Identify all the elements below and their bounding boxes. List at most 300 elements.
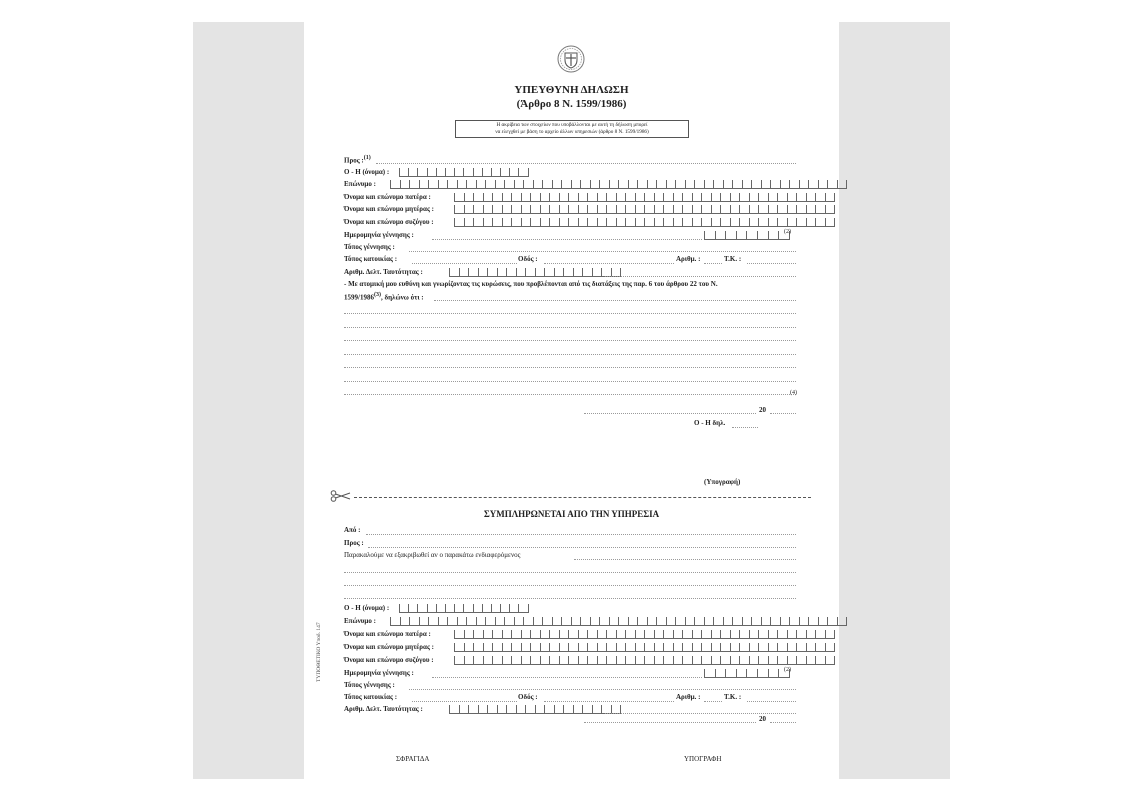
char-box[interactable] bbox=[768, 669, 779, 678]
char-box[interactable] bbox=[590, 180, 600, 189]
char-box[interactable] bbox=[746, 231, 757, 240]
char-box[interactable] bbox=[400, 180, 410, 189]
char-box[interactable] bbox=[457, 180, 467, 189]
char-box[interactable] bbox=[487, 268, 497, 277]
char-box[interactable] bbox=[491, 604, 500, 613]
char-box[interactable] bbox=[428, 180, 438, 189]
char-box[interactable] bbox=[561, 180, 571, 189]
service-birthdate-boxes[interactable] bbox=[704, 669, 790, 677]
char-box[interactable] bbox=[625, 643, 635, 652]
char-box[interactable] bbox=[635, 193, 645, 202]
char-box[interactable] bbox=[500, 168, 509, 177]
char-box[interactable] bbox=[787, 630, 797, 639]
char-box[interactable] bbox=[749, 643, 759, 652]
char-box[interactable] bbox=[720, 656, 730, 665]
char-box[interactable] bbox=[701, 656, 711, 665]
char-box[interactable] bbox=[511, 630, 521, 639]
service-name-boxes[interactable] bbox=[399, 604, 529, 612]
char-box[interactable] bbox=[625, 205, 635, 214]
char-box[interactable] bbox=[549, 205, 559, 214]
char-box[interactable] bbox=[454, 643, 464, 652]
name-boxes[interactable] bbox=[399, 168, 529, 176]
declaration-line[interactable] bbox=[344, 354, 796, 355]
service-father-boxes[interactable] bbox=[454, 630, 835, 638]
char-box[interactable] bbox=[518, 604, 528, 613]
char-box[interactable] bbox=[454, 630, 464, 639]
char-box[interactable] bbox=[692, 656, 702, 665]
char-box[interactable] bbox=[482, 168, 491, 177]
char-box[interactable] bbox=[625, 193, 635, 202]
char-box[interactable] bbox=[704, 617, 714, 626]
char-box[interactable] bbox=[606, 643, 616, 652]
char-box[interactable] bbox=[644, 643, 654, 652]
char-box[interactable] bbox=[799, 180, 809, 189]
char-box[interactable] bbox=[580, 180, 590, 189]
char-box[interactable] bbox=[606, 205, 616, 214]
char-box[interactable] bbox=[578, 193, 588, 202]
char-box[interactable] bbox=[568, 656, 578, 665]
declaration-line[interactable] bbox=[344, 340, 796, 341]
char-box[interactable] bbox=[739, 656, 749, 665]
char-box[interactable] bbox=[682, 643, 692, 652]
char-box[interactable] bbox=[559, 643, 569, 652]
char-box[interactable] bbox=[787, 193, 797, 202]
char-box[interactable] bbox=[654, 656, 664, 665]
char-box[interactable] bbox=[711, 205, 721, 214]
char-box[interactable] bbox=[815, 218, 825, 227]
char-box[interactable] bbox=[578, 656, 588, 665]
char-box[interactable] bbox=[777, 205, 787, 214]
char-box[interactable] bbox=[495, 617, 505, 626]
char-box[interactable] bbox=[504, 180, 514, 189]
char-box[interactable] bbox=[473, 656, 483, 665]
char-box[interactable] bbox=[768, 630, 778, 639]
char-box[interactable] bbox=[483, 656, 493, 665]
char-box[interactable] bbox=[723, 180, 733, 189]
char-box[interactable] bbox=[468, 268, 478, 277]
char-box[interactable] bbox=[777, 656, 787, 665]
char-box[interactable] bbox=[521, 643, 531, 652]
service-street-field[interactable] bbox=[544, 701, 674, 702]
char-box[interactable] bbox=[549, 193, 559, 202]
char-box[interactable] bbox=[837, 180, 848, 189]
char-box[interactable] bbox=[808, 180, 818, 189]
id-card-boxes[interactable] bbox=[449, 268, 621, 276]
char-box[interactable] bbox=[544, 268, 554, 277]
char-box[interactable] bbox=[497, 268, 507, 277]
char-box[interactable] bbox=[445, 604, 454, 613]
char-box[interactable] bbox=[730, 656, 740, 665]
char-box[interactable] bbox=[616, 630, 626, 639]
char-box[interactable] bbox=[682, 218, 692, 227]
char-box[interactable] bbox=[559, 205, 569, 214]
char-box[interactable] bbox=[521, 630, 531, 639]
char-box[interactable] bbox=[644, 630, 654, 639]
char-box[interactable] bbox=[597, 643, 607, 652]
char-box[interactable] bbox=[459, 705, 469, 714]
char-box[interactable] bbox=[749, 630, 759, 639]
char-box[interactable] bbox=[390, 617, 400, 626]
char-box[interactable] bbox=[419, 180, 429, 189]
char-box[interactable] bbox=[815, 205, 825, 214]
char-box[interactable] bbox=[417, 168, 426, 177]
char-box[interactable] bbox=[768, 218, 778, 227]
char-box[interactable] bbox=[516, 268, 526, 277]
char-box[interactable] bbox=[497, 705, 507, 714]
char-box[interactable] bbox=[554, 268, 564, 277]
char-box[interactable] bbox=[464, 630, 474, 639]
char-box[interactable] bbox=[796, 218, 806, 227]
char-box[interactable] bbox=[573, 268, 583, 277]
char-box[interactable] bbox=[599, 617, 609, 626]
char-box[interactable] bbox=[730, 193, 740, 202]
char-box[interactable] bbox=[552, 180, 562, 189]
char-box[interactable] bbox=[751, 180, 761, 189]
char-box[interactable] bbox=[770, 617, 780, 626]
char-box[interactable] bbox=[758, 656, 768, 665]
char-box[interactable] bbox=[473, 193, 483, 202]
char-box[interactable] bbox=[692, 630, 702, 639]
char-box[interactable] bbox=[530, 205, 540, 214]
char-box[interactable] bbox=[514, 617, 524, 626]
char-box[interactable] bbox=[521, 205, 531, 214]
char-box[interactable] bbox=[592, 268, 602, 277]
char-box[interactable] bbox=[761, 180, 771, 189]
declaration-line[interactable] bbox=[344, 327, 796, 328]
char-box[interactable] bbox=[502, 205, 512, 214]
service-request-line[interactable] bbox=[344, 585, 796, 586]
service-surname-boxes[interactable] bbox=[390, 617, 847, 625]
char-box[interactable] bbox=[478, 268, 488, 277]
char-box[interactable] bbox=[730, 630, 740, 639]
char-box[interactable] bbox=[485, 617, 495, 626]
char-box[interactable] bbox=[544, 705, 554, 714]
char-box[interactable] bbox=[757, 231, 768, 240]
char-box[interactable] bbox=[573, 705, 583, 714]
char-box[interactable] bbox=[644, 656, 654, 665]
char-box[interactable] bbox=[654, 193, 664, 202]
char-box[interactable] bbox=[711, 630, 721, 639]
char-box[interactable] bbox=[459, 268, 469, 277]
char-box[interactable] bbox=[535, 705, 545, 714]
char-box[interactable] bbox=[739, 630, 749, 639]
char-box[interactable] bbox=[635, 643, 645, 652]
char-box[interactable] bbox=[777, 630, 787, 639]
char-box[interactable] bbox=[606, 218, 616, 227]
char-box[interactable] bbox=[552, 617, 562, 626]
char-box[interactable] bbox=[806, 656, 816, 665]
char-box[interactable] bbox=[787, 218, 797, 227]
char-box[interactable] bbox=[796, 656, 806, 665]
char-box[interactable] bbox=[540, 193, 550, 202]
char-box[interactable] bbox=[568, 643, 578, 652]
char-box[interactable] bbox=[796, 205, 806, 214]
char-box[interactable] bbox=[523, 617, 533, 626]
char-box[interactable] bbox=[492, 193, 502, 202]
number-field[interactable] bbox=[704, 263, 722, 264]
char-box[interactable] bbox=[427, 604, 436, 613]
char-box[interactable] bbox=[768, 193, 778, 202]
char-box[interactable] bbox=[777, 193, 787, 202]
char-box[interactable] bbox=[675, 617, 685, 626]
char-box[interactable] bbox=[399, 168, 408, 177]
char-box[interactable] bbox=[540, 643, 550, 652]
char-box[interactable] bbox=[616, 218, 626, 227]
char-box[interactable] bbox=[780, 180, 790, 189]
char-box[interactable] bbox=[492, 643, 502, 652]
char-box[interactable] bbox=[736, 231, 747, 240]
char-box[interactable] bbox=[713, 180, 723, 189]
char-box[interactable] bbox=[818, 617, 828, 626]
char-box[interactable] bbox=[540, 656, 550, 665]
char-box[interactable] bbox=[409, 180, 419, 189]
char-box[interactable] bbox=[768, 643, 778, 652]
char-box[interactable] bbox=[825, 643, 836, 652]
char-box[interactable] bbox=[587, 205, 597, 214]
char-box[interactable] bbox=[644, 193, 654, 202]
char-box[interactable] bbox=[549, 656, 559, 665]
char-box[interactable] bbox=[500, 604, 509, 613]
char-box[interactable] bbox=[637, 180, 647, 189]
char-box[interactable] bbox=[799, 617, 809, 626]
char-box[interactable] bbox=[768, 231, 779, 240]
date-field[interactable] bbox=[584, 413, 756, 414]
char-box[interactable] bbox=[739, 193, 749, 202]
char-box[interactable] bbox=[609, 180, 619, 189]
declaration-line[interactable] bbox=[344, 381, 796, 382]
char-box[interactable] bbox=[758, 630, 768, 639]
char-box[interactable] bbox=[568, 193, 578, 202]
pros-field[interactable] bbox=[376, 163, 796, 164]
char-box[interactable] bbox=[473, 604, 482, 613]
char-box[interactable] bbox=[597, 205, 607, 214]
char-box[interactable] bbox=[720, 218, 730, 227]
char-box[interactable] bbox=[540, 630, 550, 639]
char-box[interactable] bbox=[663, 218, 673, 227]
service-number-field[interactable] bbox=[704, 701, 722, 702]
char-box[interactable] bbox=[568, 218, 578, 227]
char-box[interactable] bbox=[663, 205, 673, 214]
char-box[interactable] bbox=[606, 656, 616, 665]
char-box[interactable] bbox=[815, 193, 825, 202]
char-box[interactable] bbox=[463, 168, 472, 177]
char-box[interactable] bbox=[502, 656, 512, 665]
char-box[interactable] bbox=[587, 218, 597, 227]
char-box[interactable] bbox=[725, 669, 736, 678]
char-box[interactable] bbox=[806, 643, 816, 652]
char-box[interactable] bbox=[592, 705, 602, 714]
char-box[interactable] bbox=[511, 656, 521, 665]
char-box[interactable] bbox=[758, 193, 768, 202]
char-box[interactable] bbox=[514, 180, 524, 189]
char-box[interactable] bbox=[701, 643, 711, 652]
char-box[interactable] bbox=[673, 193, 683, 202]
char-box[interactable] bbox=[436, 168, 445, 177]
char-box[interactable] bbox=[533, 617, 543, 626]
char-box[interactable] bbox=[502, 643, 512, 652]
char-box[interactable] bbox=[618, 180, 628, 189]
char-box[interactable] bbox=[625, 656, 635, 665]
char-box[interactable] bbox=[606, 193, 616, 202]
char-box[interactable] bbox=[502, 193, 512, 202]
declarant-field[interactable] bbox=[732, 427, 758, 428]
char-box[interactable] bbox=[825, 205, 836, 214]
char-box[interactable] bbox=[492, 656, 502, 665]
char-box[interactable] bbox=[673, 218, 683, 227]
char-box[interactable] bbox=[400, 617, 410, 626]
char-box[interactable] bbox=[445, 168, 454, 177]
char-box[interactable] bbox=[635, 656, 645, 665]
char-box[interactable] bbox=[647, 617, 657, 626]
char-box[interactable] bbox=[417, 604, 426, 613]
char-box[interactable] bbox=[806, 630, 816, 639]
char-box[interactable] bbox=[777, 218, 787, 227]
char-box[interactable] bbox=[521, 656, 531, 665]
char-box[interactable] bbox=[616, 193, 626, 202]
char-box[interactable] bbox=[692, 643, 702, 652]
char-box[interactable] bbox=[742, 180, 752, 189]
char-box[interactable] bbox=[787, 205, 797, 214]
char-box[interactable] bbox=[736, 669, 747, 678]
char-box[interactable] bbox=[436, 604, 445, 613]
char-box[interactable] bbox=[463, 604, 472, 613]
char-box[interactable] bbox=[815, 643, 825, 652]
char-box[interactable] bbox=[466, 617, 476, 626]
char-box[interactable] bbox=[597, 656, 607, 665]
char-box[interactable] bbox=[806, 205, 816, 214]
char-box[interactable] bbox=[815, 656, 825, 665]
char-box[interactable] bbox=[711, 656, 721, 665]
char-box[interactable] bbox=[521, 193, 531, 202]
char-box[interactable] bbox=[530, 630, 540, 639]
char-box[interactable] bbox=[521, 218, 531, 227]
char-box[interactable] bbox=[787, 643, 797, 652]
declaration-line[interactable] bbox=[344, 394, 796, 395]
char-box[interactable] bbox=[628, 617, 638, 626]
service-birthplace-field[interactable] bbox=[409, 689, 796, 690]
char-box[interactable] bbox=[563, 705, 573, 714]
char-box[interactable] bbox=[749, 656, 759, 665]
char-box[interactable] bbox=[464, 643, 474, 652]
char-box[interactable] bbox=[654, 205, 664, 214]
char-box[interactable] bbox=[473, 643, 483, 652]
char-box[interactable] bbox=[478, 705, 488, 714]
char-box[interactable] bbox=[644, 218, 654, 227]
char-box[interactable] bbox=[523, 180, 533, 189]
char-box[interactable] bbox=[675, 180, 685, 189]
char-box[interactable] bbox=[509, 604, 518, 613]
char-box[interactable] bbox=[749, 218, 759, 227]
surname-boxes[interactable] bbox=[390, 180, 847, 188]
char-box[interactable] bbox=[492, 205, 502, 214]
char-box[interactable] bbox=[408, 604, 417, 613]
char-box[interactable] bbox=[730, 205, 740, 214]
service-id-card-boxes[interactable] bbox=[449, 705, 621, 713]
char-box[interactable] bbox=[466, 180, 476, 189]
char-box[interactable] bbox=[449, 705, 459, 714]
char-box[interactable] bbox=[725, 231, 736, 240]
char-box[interactable] bbox=[768, 656, 778, 665]
char-box[interactable] bbox=[438, 617, 448, 626]
char-box[interactable] bbox=[390, 180, 400, 189]
char-box[interactable] bbox=[483, 630, 493, 639]
char-box[interactable] bbox=[837, 617, 848, 626]
char-box[interactable] bbox=[789, 180, 799, 189]
char-box[interactable] bbox=[827, 180, 837, 189]
char-box[interactable] bbox=[749, 205, 759, 214]
char-box[interactable] bbox=[635, 205, 645, 214]
year-field[interactable] bbox=[770, 413, 796, 414]
char-box[interactable] bbox=[578, 205, 588, 214]
char-box[interactable] bbox=[454, 205, 464, 214]
char-box[interactable] bbox=[685, 617, 695, 626]
char-box[interactable] bbox=[578, 630, 588, 639]
service-date-field[interactable] bbox=[584, 722, 756, 723]
char-box[interactable] bbox=[502, 630, 512, 639]
char-box[interactable] bbox=[625, 218, 635, 227]
char-box[interactable] bbox=[495, 180, 505, 189]
char-box[interactable] bbox=[606, 630, 616, 639]
char-box[interactable] bbox=[806, 193, 816, 202]
char-box[interactable] bbox=[571, 617, 581, 626]
char-box[interactable] bbox=[692, 218, 702, 227]
char-box[interactable] bbox=[509, 168, 518, 177]
char-box[interactable] bbox=[428, 617, 438, 626]
char-box[interactable] bbox=[647, 180, 657, 189]
char-box[interactable] bbox=[825, 218, 836, 227]
char-box[interactable] bbox=[568, 205, 578, 214]
service-year-field[interactable] bbox=[770, 722, 796, 723]
char-box[interactable] bbox=[535, 268, 545, 277]
char-box[interactable] bbox=[720, 643, 730, 652]
char-box[interactable] bbox=[616, 656, 626, 665]
char-box[interactable] bbox=[464, 193, 474, 202]
char-box[interactable] bbox=[473, 630, 483, 639]
char-box[interactable] bbox=[590, 617, 600, 626]
char-box[interactable] bbox=[637, 617, 647, 626]
char-box[interactable] bbox=[815, 630, 825, 639]
char-box[interactable] bbox=[518, 168, 528, 177]
char-box[interactable] bbox=[723, 617, 733, 626]
char-box[interactable] bbox=[473, 168, 482, 177]
char-box[interactable] bbox=[483, 193, 493, 202]
char-box[interactable] bbox=[663, 656, 673, 665]
char-box[interactable] bbox=[587, 643, 597, 652]
char-box[interactable] bbox=[701, 630, 711, 639]
char-box[interactable] bbox=[701, 193, 711, 202]
char-box[interactable] bbox=[578, 218, 588, 227]
char-box[interactable] bbox=[644, 205, 654, 214]
char-box[interactable] bbox=[419, 617, 429, 626]
service-mother-boxes[interactable] bbox=[454, 643, 835, 651]
char-box[interactable] bbox=[673, 643, 683, 652]
char-box[interactable] bbox=[549, 630, 559, 639]
char-box[interactable] bbox=[447, 180, 457, 189]
char-box[interactable] bbox=[758, 643, 768, 652]
char-box[interactable] bbox=[454, 604, 463, 613]
char-box[interactable] bbox=[694, 617, 704, 626]
declaration-line[interactable] bbox=[344, 313, 796, 314]
birthplace-field[interactable] bbox=[409, 251, 796, 252]
char-box[interactable] bbox=[692, 193, 702, 202]
char-box[interactable] bbox=[525, 705, 535, 714]
char-box[interactable] bbox=[506, 268, 516, 277]
postal-field[interactable] bbox=[747, 263, 796, 264]
char-box[interactable] bbox=[399, 604, 408, 613]
char-box[interactable] bbox=[796, 630, 806, 639]
char-box[interactable] bbox=[609, 617, 619, 626]
char-box[interactable] bbox=[720, 630, 730, 639]
